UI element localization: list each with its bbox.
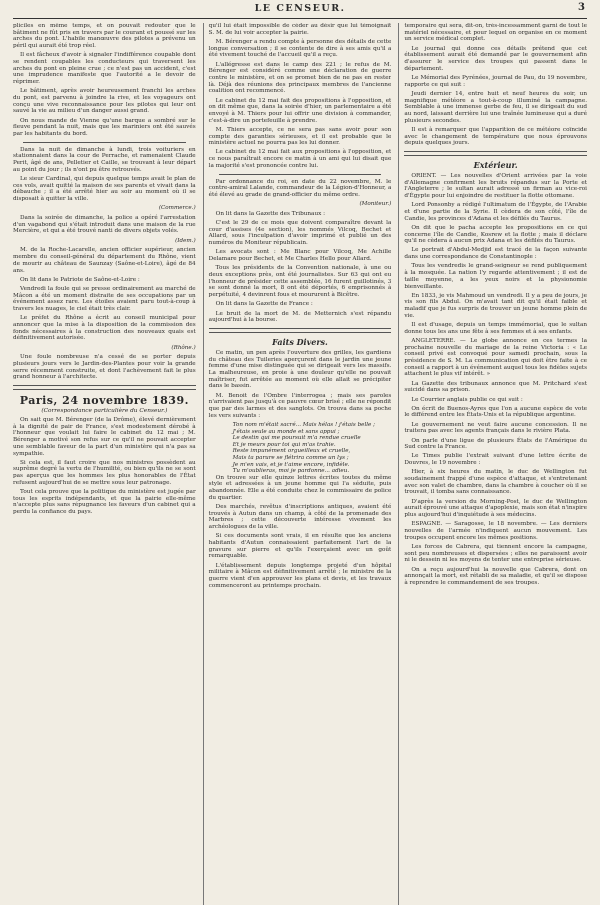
divider <box>219 174 382 175</box>
article-paragraph: L'allégresse est dans le camp des 221 ; le refus de M. Bérenger est considéré comme une déclaration de guerre contre le ministère, et on se promet bien de ne pas en rester là. Déjà des réunions des principaux membres de l'ancienne coalition ont recommencé. <box>208 61 392 95</box>
article-paragraph: Si ces documents sont vrais, il en résulte que les anciens habitants d'Autun connaissaient parfaitement l'art de la gravure sur pierre et qu'ils l'exerçaient avec un goût remarquable. <box>208 533 392 560</box>
article-paragraph: Le gouvernement ne veut faire aucune concession. Il ne traitera pas avec les agents français dans le rivière Plata. <box>404 421 587 435</box>
double-rule <box>13 385 196 390</box>
poem-line: Ton nom m'était sacré... Mais hélas ! j'étais belle ; <box>232 421 376 428</box>
source-signature: (Moniteur.) <box>359 201 392 208</box>
article-paragraph: Hier, à six heures du matin, le duc de Wellington fut soudainement frappé d'une espèce d'attaque, et s'entretenant avec son valet de chambre, dans la chambre à coucher où il se trouvait, il tomba sans connaissance. <box>404 469 587 496</box>
article-paragraph: On a reçu aujourd'hui la nouvelle que Cabrera, dont on annonçait la mort, est rétabli de sa maladie, et qu'il se dispose à reprendre le commandement de ses troupes. <box>404 566 587 586</box>
article-paragraph: Dans la soirée de dimanche, la police a opéré l'arrestation d'un vagabond qui s'était introduit dans une maison de la rue Mercière, et qui a été trouvé nanti de divers objets volés. <box>13 215 196 235</box>
double-rule <box>404 151 587 156</box>
article-paragraph: Par ordonnance du roi, en date du 22 novembre, M. le contre-amiral Lalande, commandeur de la Légion-d'Honneur, a été élevé au grade de grand-officier du même ordre. <box>208 178 392 198</box>
poem-line: Tu m'oublieras, moi je pardonne... adieu. <box>232 468 350 475</box>
article-paragraph: Le journal qui donne ces détails prétend que cet établissement aurait été demandé par le gouvernement afin d'assurer le service des troupes qui passent dans le département. <box>404 45 587 72</box>
article-paragraph: ESPAGNE. — Saragosse, le 18 novembre. — Les derniers nouvelles de l'armée n'indiquent aucun mouvement. Les troupes occupent encore les mêmes positions. <box>404 521 587 541</box>
article-paragraph: Ce matin, un pen après l'ouverture des grilles, les gardiens du château des Tuileries aperçurent dans le jardin une jeune femme d'une mise distinguée qui se dirigeait vers les massifs. La malheureuse, en proie à une douleur qu'elle ne pouvait maîtriser, fut arrêtée au moment où elle allait se précipiter dans le bassin. <box>208 349 392 390</box>
article-paragraph: Le portrait d'Abdul-Medjid est tracé de la façon suivante dans une correspondance de Constantinople : <box>404 247 587 261</box>
article-paragraph: Il est d'usage, depuis un temps immémorial, que le sultan donne tous les ans une fête à ses femmes et à ses enfants. <box>404 322 587 335</box>
article-paragraph: M. Benoit de l'Ombre l'interrogea ; mais ses paroles n'arrivaient pas jusqu'à ce pauvre cœur brisé ; elle ne répondit que par des larmes et des sanglots. On trouva dans sa poche les vers suivants : <box>208 392 392 419</box>
article-paragraph: Le bâtiment, après avoir heureusement franchi les arches du pont, est parvenu à joindre la rive, et les voyageurs ont conçu une vive reconnaissance pour les pilotes qui leur ont sauvé la vie au milieu d'un danger aussi grand. <box>13 88 196 115</box>
article-paragraph: Il est à remarquer que l'apparition de ce météore coïncide avec le changement de température que nous éprouvons depuis quelques jours. <box>404 126 587 147</box>
article-paragraph: D'après la version du Morning-Post, le duc de Wellington aurait éprouvé une attaque d'apoplexie, mais son état n'inspire plus aujourd'hui d'inquiétude à ses médecins. <box>404 498 587 519</box>
article-paragraph: Le bruit de la mort de M. de Metternich s'est répandu aujourd'hui à la bourse. <box>208 310 392 324</box>
article-paragraph: Des marchés, revêtus d'inscriptions antiques, avaient été trouvés à Autun dans un champ, à côté de la promenade des Marbres ; cette découverte intéresse vivement les archéologues de la ville. <box>208 504 392 531</box>
masthead <box>13 0 587 19</box>
article-paragraph: Le préfet du Rhône a écrit au conseil municipal pour annoncer que la mise à la disposition de la commission des fonds nécessaires à la construction des nouveaux quais est définitivement autorisée. <box>13 315 196 342</box>
source-signature: (Commerce.) <box>158 205 196 212</box>
section-title: Faits Divers. <box>272 336 328 347</box>
article-paragraph: On trouve sur elle quinze lettres écrites toutes du même style et adressées à un jeune homme qui l'a séduite, puis abandonnée. Elle a été conduite chez le commissaire de police du quartier. <box>208 474 392 501</box>
article-paragraph: On écrit de Buenos-Ayres que l'on a aucune espèce de vote le différend entre les États-Unis et la république argentine. <box>404 405 587 419</box>
article-paragraph: Les forces de Cabrera, qui tiennent encore la campagne, sont peu nombreuses et dispersées ; elles ne paraissent avoir ni le dessein ni les moyens de tenter une entreprise sérieuse. <box>404 543 587 564</box>
article-paragraph: On dit que le pacha accepte les propositions en ce qui concerne l'île de Candie, Kosrew et la flotte ; mais il déclare qu'il ne cèdera à aucun prix Adana et les défilés du Taurus. <box>404 224 587 245</box>
article-paragraph: Lord Ponsonby a rédigé l'ultimatum de l'Égypte, de l'Arabie et d'une partie de la Syrie. Il cèdera de son côté, l'île de Candie, les provinces d'Adana et les défilés du Taurus. <box>404 202 587 222</box>
poem <box>233 422 392 475</box>
divider <box>23 142 186 143</box>
article-paragraph: M. Thiers accepte, ce ne sera pas sans avoir pour son compte des garanties sérieuses, et il est probable que le ministère actuel ne pourra pas les lui donner. <box>208 126 392 147</box>
dateline-subheading: (Correspondance particulière du Censeur.) <box>41 408 168 415</box>
article-paragraph: Il est fâcheux d'avoir à signaler l'indifférence coupable dont se rendent coupables les conducteurs qui traversent les arches du pont en pleine crue ; ce n'est pas un accident, c'est une imprudence manifeste que l'autorité a le devoir de réprimer. <box>13 52 196 86</box>
article-paragraph: qu'il lui était impossible de céder au désir que lui témoignait S. M. de lui voir accepter la pairie. <box>208 23 392 36</box>
poem-line: Je m'en vais, et je t'aime encore, infidèle. <box>232 461 350 468</box>
article-paragraph: temporaire qui sera, dit-on, très-incessamment garni de tout le matériel nécessaire, et pour lequel on organise en ce moment un service médical complet. <box>404 23 587 43</box>
column-3 <box>398 23 587 905</box>
article-paragraph: Le cabinet du 12 mai fait aux propositions à l'opposition, et ce nous paraîtrait encore ce matin à un ami qui lui disait que la majorité s'est prononcée contre lui. <box>208 149 392 169</box>
double-rule <box>209 328 392 333</box>
column-1 <box>13 23 196 905</box>
article-paragraph: On nous mande de Vienne qu'une barque a sombré sur le fleuve pendant la nuit, mais que les mariniers ont été sauvés par les habitants du bord. <box>13 117 196 138</box>
poem-line: Le destin qui me poursuit m'a rendue cruelle <box>232 435 361 442</box>
article-paragraph: Les avocats sont : Me Blanc pour Vilcoq, Me Achille Delamare pour Bechet, et Me Charles Hello pour Allard. <box>208 249 392 263</box>
article-paragraph: ORIENT. — Les nouvelles d'Orient arrivées par la voie d'Allemagne confirment les bruits répandus sur la Porte et l'Angleterre ; le sultan aurait adressé un firman au vice-roi d'Égypte pour lui enjoindre de restituer la flotte ottomane. <box>404 172 587 200</box>
dateline-heading: Paris, 24 novembre 1839. <box>19 394 189 408</box>
article-paragraph: On lit dans le Patriote de Saône-et-Loire : <box>20 276 140 283</box>
article-paragraph: On sait que M. Bérenger (de la Drôme), élevé dernièrement à la dignité de pair de France, s'est modestement dérobé à l'honneur que voulait lui faire le cabinet du 12 mai ; M. Bérenger a motivé son refus sur ce qu'il ne pouvait accepter une semblable faveur de la part d'un ministère qui n'a pas sa sympathie. <box>13 417 196 457</box>
article-columns <box>13 23 587 905</box>
article-paragraph: Tous les présidents de la Convention nationale, à une ou deux exceptions près, ont été journalistes. Sur 63 qui ont eu l'honneur de présider cette assemblée, 16 furent guillotinés, 3 se sont donné la mort, 8 ont été déportés, 6 emprisonnés à perpétuité, 4 devinrent fous et moururent à Bicêtre. <box>208 265 392 299</box>
poem-line: Mais ta parure se flétrira comme un lys ; <box>232 454 349 461</box>
article-paragraph: Le Courrier anglais publie ce qui suit : <box>411 396 523 403</box>
article-paragraph: ANGLETERRE. — Le globe annonce en ces termes la prochaine nouvelle du mariage de la reine Victoria : « Le conseil privé est convoqué pour samedi prochain, sous la présidence de S. M. La communication qui doit être faite à ce conseil a rapport à un événement auquel tous les fidèles sujets attachent le plus vif intérêt. » <box>404 337 587 378</box>
article-paragraph: En 1833, je vis Mahmoud un vendredi. Il y a peu de jours, je vis son fils Abdul. On m'avait tant dit qu'il était faible et maladif que je fus surpris de trouver un jeune homme plein de vie. <box>404 292 587 319</box>
article-paragraph: Le sieur Cardinal, qui depuis quelque temps avait le plan de ces vols, avait quitté la maison de ses parents et vivait dans la débauche ; il a été arrêté hier au soir au moment où il se disposait à quitter la ville. <box>13 176 196 203</box>
article-paragraph: Dans la nuit de dimanche à lundi, trois voituriers en stationnaient dans la cour de Perrache, et ramenaient Claude Perit, âgé de ans, Pelletier et Caille, se trouvant à leur départ au point du jour ; ils n'ont pu être retrouvés. <box>13 146 196 173</box>
section-title: Extérieur. <box>473 159 518 170</box>
article-paragraph: Une foule nombreuse n'a cessé de se porter depuis plusieurs jours vers le Jardin-des-Plantes pour voir la grande serre récemment construite, et dont l'achèvement fait le plus grand honneur à l'architecte. <box>13 354 196 381</box>
article-paragraph: M. de la Roche-Lacarelle, ancien officier supérieur, ancien membre du conseil-général du département du Rhône, vient de mourir au château de Saunzay (Saône-et-Loire), âgé de 84 ans. <box>13 247 196 274</box>
article-paragraph: pliciles en même temps, et on pouvait redouter que le bâtiment ne fût pris en travers par le courant et poussé sur les arches du pont. L'habile manœuvre des pilotes a prévenu un péril qui aurait été trop réel. <box>13 23 196 50</box>
article-paragraph: Le Times publie l'extrait suivant d'une lettre écrite de Douvres, le 19 novembre : <box>404 453 587 467</box>
page-number: 3 <box>578 2 585 13</box>
article-paragraph: Vendredi la foule qui se presse ordinairement au marché de Mâcon a été un moment distraite de ses occupations par un événement assez rare. Les étoiles avaient paru tout-à-coup à travers les nuages, le ciel était très clair. <box>13 285 196 313</box>
article-paragraph: Le cabinet du 12 mai fait des propositions à l'opposition, et on dit même que, dans la soirée d'hier, un parlementaire a été envoyé à M. Thiers pour lui offrir une division à commander, c'est-à-dire un portefeuille à prendre. <box>208 97 392 124</box>
article-paragraph: Jeudi dernier 14, entre huit et neuf heures du soir, un magnifique météore a tout-à-coup illuminé la campagne. Semblable à une immense gerbe de feu, il se dirigeait du sud au nord, laissant derrière lui une traînée lumineuse qui a duré plusieurs secondes. <box>404 90 587 124</box>
article-paragraph: La Gazette des tribunaux annonce que M. Pritchard s'est suicidé dans sa prison. <box>404 380 587 394</box>
poem-line: J'étais seule au monde et sans appui ; <box>232 428 340 435</box>
article-paragraph: On lit dans la Gazette de France : <box>215 301 313 308</box>
article-paragraph: Le Mémorial des Pyrénées, journal de Pau, du 19 novembre, rapporte ce qui suit : <box>404 74 587 88</box>
poem-line: Et je meurs pour toi qui m'as trahie. <box>232 441 336 448</box>
source-signature: (Idem.) <box>175 237 196 244</box>
article-paragraph: On lit dans la Gazette des Tribunaux : <box>215 210 326 217</box>
article-paragraph: Si cela est, il faut croire que nos ministres possèdent au suprême degré la vertu de l'humilité, ou bien qu'ils ne se sont pas aperçus que les hommes les plus honorables de l'État refusent aujourd'hui de se mettre sous leur patronage. <box>13 459 196 486</box>
article-paragraph: Tous les vendredis le grand-seigneur se rend publiquement à la mosquée. La nation l'y regarde attentivement ; il est de taille moyenne, a les yeux noirs et la physionomie bienveillante. <box>404 263 587 290</box>
newspaper-title: LE CENSEUR. <box>254 3 346 14</box>
source-signature: (Rhône.) <box>171 344 196 351</box>
column-2 <box>203 23 392 905</box>
article-paragraph: M. Bérenger a rendu compte à personne des détails de cette longue conversation ; il se contente de dire à ses amis qu'il a été vivement touché de l'accueil qu'il a reçu. <box>208 38 392 59</box>
article-paragraph: Tout cela prouve que la politique du ministère est jugée par tous les esprits indépendants, et que la pairie elle-même n'accepte plus sans répugnance les faveurs d'un cabinet qui a perdu la confiance du pays. <box>13 489 196 516</box>
poem-line: Reste impunément orgueilleux et cruelle, <box>232 448 351 455</box>
article-paragraph: On parle d'une ligue de plusieurs États de l'Amérique du Sud contre la France. <box>404 437 587 451</box>
article-paragraph: C'est le 29 de ce mois que doivent comparaître devant la cour d'assises (4e section), les nommés Vilcoq, Bechet et Allard, sous l'inculpation d'avoir imprimé et publié un des numéros du Moniteur républicain. <box>208 220 392 247</box>
article-paragraph: L'établissement depuis longtemps projeté d'un hôpital militaire à Mâcon est définitivement arrêté ; le ministre de la guerre vient d'en approuver les plans et devis, et les travaux commenceront au printemps prochain. <box>208 562 392 589</box>
